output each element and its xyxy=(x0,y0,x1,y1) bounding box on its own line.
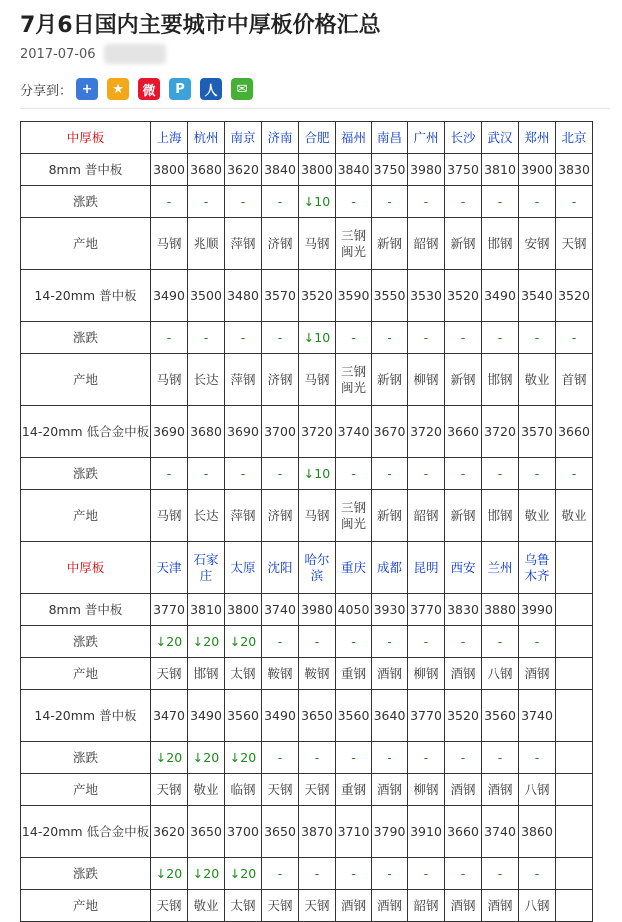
table-cell: 3570 xyxy=(519,406,556,458)
row-label: 产地 xyxy=(21,354,151,406)
table-cell: - xyxy=(482,626,519,658)
table-cell: 3720 xyxy=(482,406,519,458)
table-cell: - xyxy=(519,626,556,658)
table-cell: 天钢 xyxy=(151,890,188,922)
row-label: 8mm 普中板 xyxy=(21,154,151,186)
table-cell: 八钢 xyxy=(519,890,556,922)
city-header xyxy=(556,542,593,594)
row-label: 14-20mm 普中板 xyxy=(21,690,151,742)
table-cell: 4050 xyxy=(336,594,372,626)
table-cell: 3990 xyxy=(519,594,556,626)
table-cell: 鞍钢 xyxy=(299,658,336,690)
table-cell: 3700 xyxy=(262,406,299,458)
table-cell: 邯钢 xyxy=(482,218,519,270)
table-cell: - xyxy=(262,322,299,354)
table-row xyxy=(21,406,593,458)
table-cell: - xyxy=(445,742,482,774)
table-cell xyxy=(556,626,593,658)
table-cell: 酒钢 xyxy=(445,890,482,922)
table-cell: 酒钢 xyxy=(336,890,372,922)
table-cell: 3800 xyxy=(299,154,336,186)
table-cell: 安钢 xyxy=(519,218,556,270)
table-row xyxy=(21,626,593,658)
table-cell: 敬业 xyxy=(519,490,556,542)
city-header: 南京 xyxy=(225,122,262,154)
table-row xyxy=(21,218,593,270)
row-label: 产地 xyxy=(21,890,151,922)
city-header: 石家庄 xyxy=(188,542,225,594)
table-cell: 3560 xyxy=(225,690,262,742)
table-cell: 马钢 xyxy=(151,354,188,406)
city-header: 北京 xyxy=(556,122,593,154)
table-cell: 柳钢 xyxy=(408,658,445,690)
table-cell: 三钢闽光 xyxy=(336,354,372,406)
table-cell: 首钢 xyxy=(556,354,593,406)
table-row xyxy=(21,186,593,218)
table-cell: 3490 xyxy=(262,690,299,742)
table-row xyxy=(21,858,593,890)
table-cell: - xyxy=(482,858,519,890)
table-cell: ↓20 xyxy=(151,858,188,890)
table-cell: 新钢 xyxy=(445,218,482,270)
table-cell xyxy=(556,890,593,922)
table-cell: - xyxy=(519,742,556,774)
table-cell: - xyxy=(225,322,262,354)
city-header: 西安 xyxy=(445,542,482,594)
table-cell: - xyxy=(408,626,445,658)
table-cell: ↓10 xyxy=(299,322,336,354)
table-cell: 3650 xyxy=(188,806,225,858)
row-label: 涨跌 xyxy=(21,742,151,774)
table-cell: 新钢 xyxy=(445,490,482,542)
table-cell: - xyxy=(408,858,445,890)
table-cell: 新钢 xyxy=(372,354,408,406)
city-header: 福州 xyxy=(336,122,372,154)
table-cell: - xyxy=(262,626,299,658)
table-cell: - xyxy=(299,858,336,890)
city-header: 济南 xyxy=(262,122,299,154)
table-cell: 3660 xyxy=(445,806,482,858)
table-cell: - xyxy=(262,186,299,218)
row-label: 涨跌 xyxy=(21,626,151,658)
wechat-icon[interactable]: ✉ xyxy=(231,78,253,100)
table-cell xyxy=(556,594,593,626)
table-cell: 3570 xyxy=(262,270,299,322)
table-cell: 临钢 xyxy=(225,774,262,806)
city-header: 哈尔滨 xyxy=(299,542,336,594)
table-cell: 3620 xyxy=(225,154,262,186)
table-cell: 酒钢 xyxy=(482,774,519,806)
table-cell: 太钢 xyxy=(225,658,262,690)
table-cell: 3470 xyxy=(151,690,188,742)
table-row xyxy=(21,270,593,322)
table-cell: - xyxy=(519,186,556,218)
table-cell: - xyxy=(336,626,372,658)
table-cell: 天钢 xyxy=(151,658,188,690)
table-cell: ↓10 xyxy=(299,458,336,490)
table-cell: 酒钢 xyxy=(445,658,482,690)
table-cell: - xyxy=(336,322,372,354)
city-header: 广州 xyxy=(408,122,445,154)
table-cell xyxy=(556,690,593,742)
table-cell: ↓20 xyxy=(151,742,188,774)
table-cell: 长达 xyxy=(188,490,225,542)
table-cell: 韶钢 xyxy=(408,890,445,922)
table-cell: ↓20 xyxy=(225,742,262,774)
table-cell: - xyxy=(188,186,225,218)
table-cell: - xyxy=(445,858,482,890)
publish-date: 2017-07-06 xyxy=(20,47,96,62)
table-cell: 3650 xyxy=(262,806,299,858)
table-cell: 重钢 xyxy=(336,658,372,690)
table-cell: 3650 xyxy=(299,690,336,742)
table-cell: - xyxy=(408,742,445,774)
table-cell xyxy=(556,806,593,858)
table-cell: 酒钢 xyxy=(372,658,408,690)
table-cell: - xyxy=(482,458,519,490)
table-cell: 酒钢 xyxy=(445,774,482,806)
table-row xyxy=(21,742,593,774)
city-header: 杭州 xyxy=(188,122,225,154)
table-cell: 酒钢 xyxy=(372,774,408,806)
table-cell xyxy=(556,742,593,774)
table-cell: 3660 xyxy=(445,406,482,458)
weibo-icon[interactable]: 微 xyxy=(138,78,160,100)
share-icons xyxy=(76,78,262,100)
city-header: 昆明 xyxy=(408,542,445,594)
table-row xyxy=(21,890,593,922)
table-cell: 3790 xyxy=(372,806,408,858)
table-cell: 3520 xyxy=(445,270,482,322)
table-cell: 3560 xyxy=(482,690,519,742)
table-cell: 3740 xyxy=(519,690,556,742)
table-cell: 韶钢 xyxy=(408,490,445,542)
table-cell: 重钢 xyxy=(336,774,372,806)
table-cell: 3540 xyxy=(519,270,556,322)
row-label: 产地 xyxy=(21,218,151,270)
table-row xyxy=(21,490,593,542)
table-cell: 天钢 xyxy=(299,774,336,806)
row-label: 8mm 普中板 xyxy=(21,594,151,626)
table-row xyxy=(21,690,593,742)
table-cell: 邯钢 xyxy=(188,658,225,690)
city-header: 乌鲁木齐 xyxy=(519,542,556,594)
table-cell: 3980 xyxy=(299,594,336,626)
table-cell: 3690 xyxy=(225,406,262,458)
table-cell: 萍钢 xyxy=(225,490,262,542)
table-cell: 3740 xyxy=(482,806,519,858)
city-header: 长沙 xyxy=(445,122,482,154)
table-cell: 3740 xyxy=(336,406,372,458)
table-cell: - xyxy=(372,186,408,218)
city-header: 太原 xyxy=(225,542,262,594)
table-cell: - xyxy=(151,322,188,354)
header-label: 中厚板 xyxy=(21,122,151,154)
table-cell: 3880 xyxy=(482,594,519,626)
table-cell: - xyxy=(482,186,519,218)
table-cell: 马钢 xyxy=(151,490,188,542)
table-row xyxy=(21,154,593,186)
table-cell: - xyxy=(188,322,225,354)
table-cell: - xyxy=(408,186,445,218)
table-cell: 马钢 xyxy=(299,218,336,270)
row-label: 涨跌 xyxy=(21,858,151,890)
table-cell: - xyxy=(225,458,262,490)
table-cell: 马钢 xyxy=(299,490,336,542)
table-cell: - xyxy=(408,458,445,490)
table-cell: 马钢 xyxy=(151,218,188,270)
table-cell: 3700 xyxy=(225,806,262,858)
table-cell: - xyxy=(556,322,593,354)
table-cell: 3530 xyxy=(408,270,445,322)
table-header-row xyxy=(21,542,593,594)
table-row xyxy=(21,594,593,626)
table-cell: 3910 xyxy=(408,806,445,858)
table-cell: - xyxy=(262,742,299,774)
table-cell: - xyxy=(336,742,372,774)
table-cell: - xyxy=(336,458,372,490)
row-label: 涨跌 xyxy=(21,186,151,218)
row-label: 产地 xyxy=(21,490,151,542)
table-cell: 3750 xyxy=(445,154,482,186)
price-table xyxy=(20,121,593,922)
table-cell: 3830 xyxy=(556,154,593,186)
table-cell: 3490 xyxy=(188,690,225,742)
city-header: 南昌 xyxy=(372,122,408,154)
table-cell: - xyxy=(299,626,336,658)
renren-icon[interactable]: 人 xyxy=(200,78,222,100)
table-cell: 3830 xyxy=(445,594,482,626)
table-cell: 3860 xyxy=(519,806,556,858)
table-cell: - xyxy=(519,858,556,890)
table-cell: 3590 xyxy=(336,270,372,322)
table-cell: 3550 xyxy=(372,270,408,322)
table-row xyxy=(21,658,593,690)
row-label: 涨跌 xyxy=(21,458,151,490)
table-cell: 3800 xyxy=(225,594,262,626)
share-label: 分享到： xyxy=(20,83,73,99)
table-cell: 韶钢 xyxy=(408,218,445,270)
table-row xyxy=(21,322,593,354)
table-cell: - xyxy=(372,858,408,890)
table-cell: 3810 xyxy=(482,154,519,186)
table-cell: ↓20 xyxy=(188,858,225,890)
table-cell: 3670 xyxy=(372,406,408,458)
table-cell: 柳钢 xyxy=(408,774,445,806)
table-cell: 邯钢 xyxy=(482,354,519,406)
table-cell: 新钢 xyxy=(445,354,482,406)
table-cell: 济钢 xyxy=(262,490,299,542)
table-cell: 3800 xyxy=(151,154,188,186)
author-blurred xyxy=(104,44,166,64)
table-cell: ↓20 xyxy=(225,626,262,658)
city-header: 合肥 xyxy=(299,122,336,154)
city-header: 成都 xyxy=(372,542,408,594)
table-cell: 兆顺 xyxy=(188,218,225,270)
table-cell: 柳钢 xyxy=(408,354,445,406)
table-cell: - xyxy=(445,458,482,490)
table-cell: - xyxy=(372,458,408,490)
table-cell: ↓10 xyxy=(299,186,336,218)
table-cell: 3720 xyxy=(299,406,336,458)
table-cell: 八钢 xyxy=(519,774,556,806)
row-label: 14-20mm 低合金中板 xyxy=(21,406,151,458)
table-cell: 3490 xyxy=(151,270,188,322)
table-cell: ↓20 xyxy=(151,626,188,658)
table-cell: - xyxy=(372,742,408,774)
table-cell: 天钢 xyxy=(262,890,299,922)
plus-share-icon[interactable]: + xyxy=(76,78,98,100)
table-cell: 太钢 xyxy=(225,890,262,922)
table-cell: 3770 xyxy=(151,594,188,626)
table-cell: 3710 xyxy=(336,806,372,858)
table-cell: - xyxy=(151,186,188,218)
table-cell: ↓20 xyxy=(225,858,262,890)
table-cell: 邯钢 xyxy=(482,490,519,542)
table-cell: - xyxy=(299,742,336,774)
table-cell: ↓20 xyxy=(188,742,225,774)
table-cell: - xyxy=(262,858,299,890)
table-cell: - xyxy=(519,458,556,490)
table-cell: 3690 xyxy=(151,406,188,458)
table-cell: 3480 xyxy=(225,270,262,322)
table-cell: - xyxy=(482,742,519,774)
table-cell: 3930 xyxy=(372,594,408,626)
table-cell xyxy=(556,658,593,690)
table-cell: 3740 xyxy=(262,594,299,626)
table-cell: - xyxy=(225,186,262,218)
table-cell: 八钢 xyxy=(482,658,519,690)
table-cell: 酒钢 xyxy=(482,890,519,922)
table-cell: 马钢 xyxy=(299,354,336,406)
table-cell: 敬业 xyxy=(519,354,556,406)
table-cell: - xyxy=(151,458,188,490)
table-cell: 3520 xyxy=(445,690,482,742)
row-label: 14-20mm 低合金中板 xyxy=(21,806,151,858)
table-cell: 萍钢 xyxy=(225,218,262,270)
table-cell: - xyxy=(556,458,593,490)
table-cell xyxy=(556,774,593,806)
row-label: 涨跌 xyxy=(21,322,151,354)
table-cell: - xyxy=(445,626,482,658)
table-row xyxy=(21,806,593,858)
header-divider xyxy=(20,108,610,109)
table-cell: 3680 xyxy=(188,154,225,186)
table-cell: 天钢 xyxy=(262,774,299,806)
table-cell: 敬业 xyxy=(556,490,593,542)
table-row xyxy=(21,354,593,406)
table-cell: - xyxy=(445,186,482,218)
table-row xyxy=(21,458,593,490)
table-cell: 3810 xyxy=(188,594,225,626)
table-cell: 3870 xyxy=(299,806,336,858)
article-title: 7月6日国内主要城市中厚板价格汇总 xyxy=(20,13,381,38)
table-cell: 天钢 xyxy=(151,774,188,806)
row-label: 产地 xyxy=(21,658,151,690)
table-cell: - xyxy=(336,186,372,218)
table-cell: - xyxy=(445,322,482,354)
city-header: 天津 xyxy=(151,542,188,594)
table-cell: - xyxy=(408,322,445,354)
table-cell: 3840 xyxy=(262,154,299,186)
table-cell: - xyxy=(372,322,408,354)
table-cell: 济钢 xyxy=(262,354,299,406)
table-cell: 3980 xyxy=(408,154,445,186)
city-header: 兰州 xyxy=(482,542,519,594)
table-cell: - xyxy=(556,186,593,218)
table-cell: - xyxy=(482,322,519,354)
table-cell: 长达 xyxy=(188,354,225,406)
row-label: 14-20mm 普中板 xyxy=(21,270,151,322)
table-cell: 3680 xyxy=(188,406,225,458)
table-cell: 敬业 xyxy=(188,890,225,922)
table-cell: 3500 xyxy=(188,270,225,322)
table-cell: - xyxy=(336,858,372,890)
table-cell: 新钢 xyxy=(372,218,408,270)
table-cell: 3490 xyxy=(482,270,519,322)
table-cell: 3840 xyxy=(336,154,372,186)
table-cell: 天钢 xyxy=(556,218,593,270)
city-header: 武汉 xyxy=(482,122,519,154)
table-cell: 3770 xyxy=(408,690,445,742)
table-cell: 3520 xyxy=(556,270,593,322)
table-cell: 3900 xyxy=(519,154,556,186)
city-header: 郑州 xyxy=(519,122,556,154)
row-label: 产地 xyxy=(21,774,151,806)
table-cell: 3560 xyxy=(336,690,372,742)
table-cell: 3720 xyxy=(408,406,445,458)
table-cell: ↓20 xyxy=(188,626,225,658)
table-cell: 萍钢 xyxy=(225,354,262,406)
table-cell: - xyxy=(262,458,299,490)
table-cell: - xyxy=(519,322,556,354)
table-cell: - xyxy=(188,458,225,490)
table-cell: 三钢闽光 xyxy=(336,490,372,542)
table-cell: 3750 xyxy=(372,154,408,186)
share-bar xyxy=(20,76,262,102)
header-label: 中厚板 xyxy=(21,542,151,594)
table-cell: 3770 xyxy=(408,594,445,626)
city-header: 上海 xyxy=(151,122,188,154)
table-cell: 3520 xyxy=(299,270,336,322)
table-row xyxy=(21,774,593,806)
table-cell: 鞍钢 xyxy=(262,658,299,690)
qzone-star-icon[interactable]: ★ xyxy=(107,78,129,100)
table-cell: 济钢 xyxy=(262,218,299,270)
table-cell: 3660 xyxy=(556,406,593,458)
table-cell: 酒钢 xyxy=(519,658,556,690)
table-cell: 3620 xyxy=(151,806,188,858)
table-cell: 新钢 xyxy=(372,490,408,542)
table-cell: - xyxy=(372,626,408,658)
city-header: 重庆 xyxy=(336,542,372,594)
city-header: 沈阳 xyxy=(262,542,299,594)
table-cell: 天钢 xyxy=(299,890,336,922)
tencent-weibo-icon[interactable]: P xyxy=(169,78,191,100)
table-cell xyxy=(556,858,593,890)
table-cell: 酒钢 xyxy=(372,890,408,922)
table-header-row xyxy=(21,122,593,154)
table-cell: 敬业 xyxy=(188,774,225,806)
table-cell: 3640 xyxy=(372,690,408,742)
table-cell: 三钢闽光 xyxy=(336,218,372,270)
